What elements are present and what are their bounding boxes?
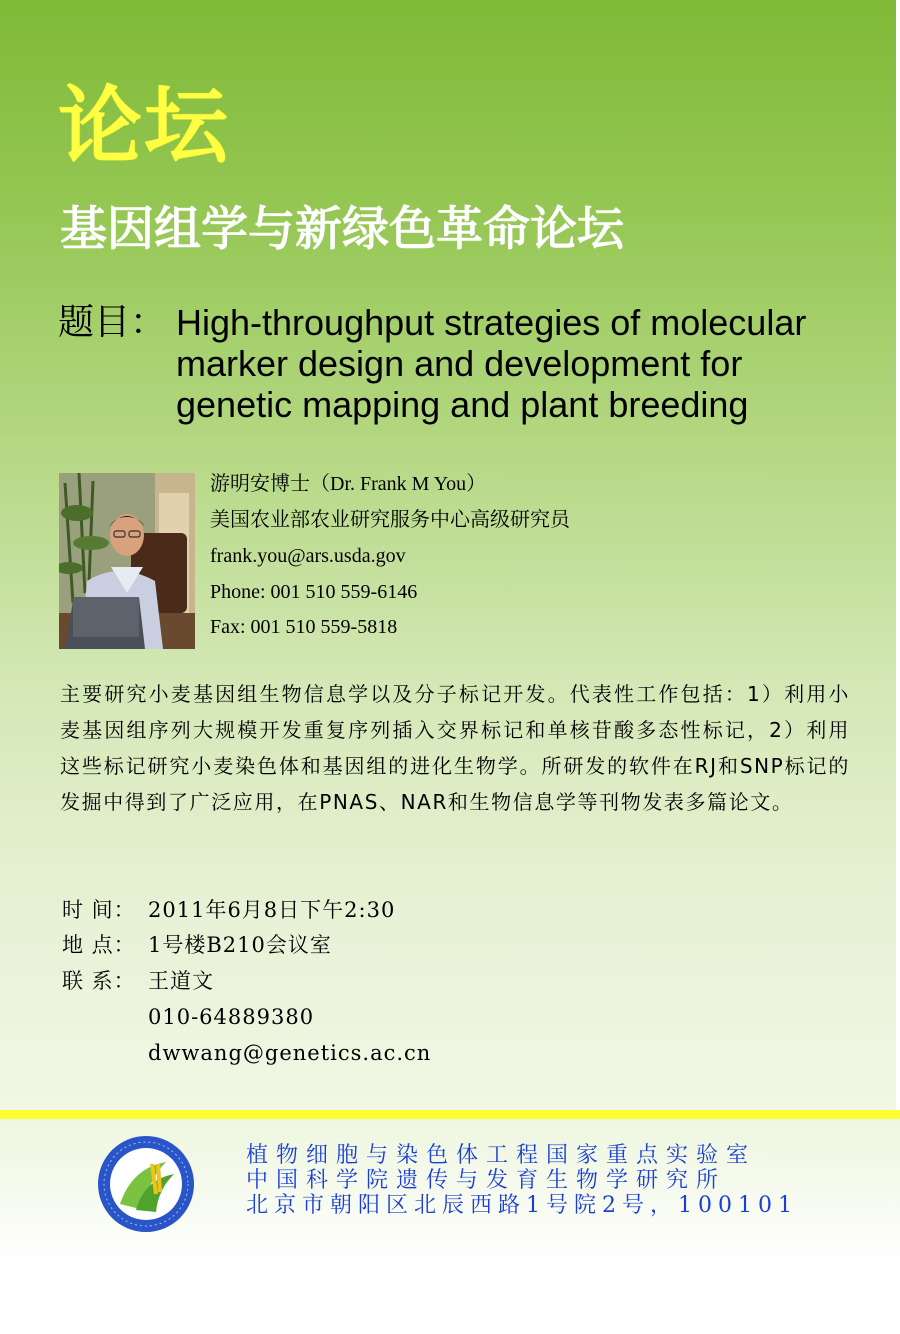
topic-title-line: genetic mapping and plant breeding (176, 384, 749, 425)
divider-line (0, 1110, 900, 1119)
event-contact-phone: 010-64889380 (148, 1005, 315, 1029)
event-time-value: 2011年6月8日下午2:30 (148, 898, 396, 922)
lab-logo-icon (96, 1134, 196, 1234)
event-time-label: 时 间： (62, 898, 136, 922)
event-contact-email: dwwang@genetics.ac.cn (148, 1041, 432, 1065)
speaker-photo (59, 473, 195, 649)
speaker-fax: Fax: 001 510 559-5818 (210, 616, 398, 638)
forum-name: 基因组学与新绿色革命论坛 (60, 202, 624, 257)
event-time (62, 897, 395, 923)
institute-name: 中国科学院遗传与发育生物学研究所 (246, 1168, 727, 1193)
topic-title-line: High-throughput strategies of molecular (176, 302, 807, 343)
event-contact-name: 王道文 (148, 969, 214, 993)
institute-address: 北京市朝阳区北辰西路1号院2号，100101 (246, 1193, 798, 1218)
event-place-value: 1号楼B210会议室 (148, 933, 332, 957)
topic-label: 题目： (58, 302, 167, 343)
speaker-name: 游明安博士（Dr. Frank M You） (210, 473, 487, 495)
event-place (62, 932, 332, 958)
speaker-phone: Phone: 001 510 559-6146 (210, 581, 418, 603)
forum-label: 论坛 (58, 77, 231, 175)
speaker-bio: 主要研究小麦基因组生物信息学以及分子标记开发。代表性工作包括：1）利用小麦基因组序列大规模开发重复序列插入交界标记和单核苷酸多态性标记，2）利用这些标记研究小麦染色体和基因组的进化生物学。所研发的软件在RJ和SNP标记的发掘中得到了广泛应用，在PNAS、NAR和生物信息学等刊物发表多篇论文。 (60, 682, 850, 814)
event-contact-label: 联 系： (62, 969, 136, 993)
event-contact (62, 968, 214, 994)
lab-name: 植物细胞与染色体工程国家重点实验室 (246, 1143, 757, 1168)
speaker-email: frank.you@ars.usda.gov (210, 545, 406, 567)
event-place-label: 地 点： (62, 933, 136, 957)
topic-title-line: marker design and development for (176, 343, 743, 384)
speaker-position: 美国农业部农业研究服务中心高级研究员 (210, 509, 570, 531)
speaker-photo-drawing (59, 473, 195, 649)
topic-title (176, 302, 866, 425)
